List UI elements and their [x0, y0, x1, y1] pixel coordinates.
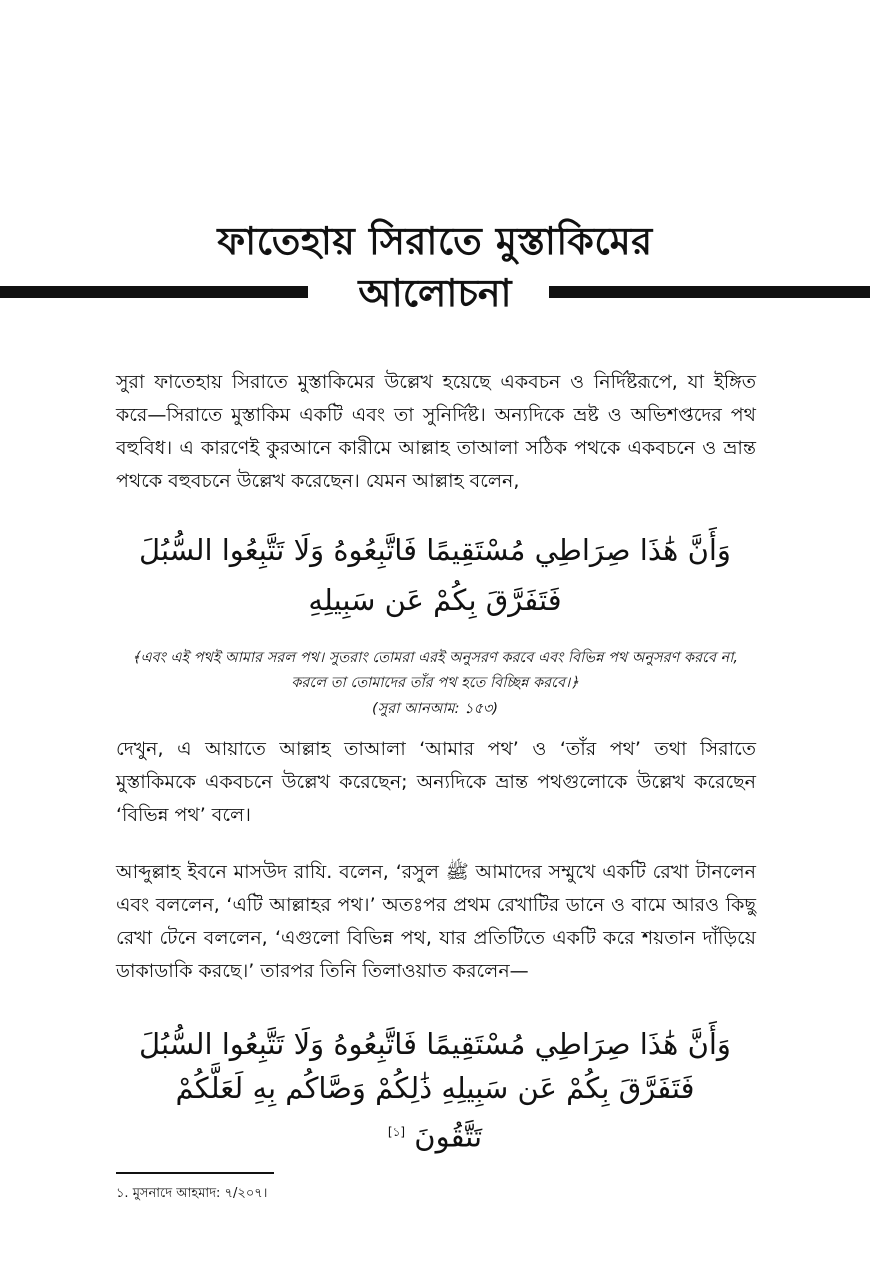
paragraph-explanation: দেখুন, এ আয়াতে আল্লাহ তাআলা ‘আমার পথ’ ও ‘তাঁর পথ’ তথা সিরাতে মুস্তাকিমকে একবচনে উল্লেখ করেছেন; অন্যদিকে ভ্রান্ত পথগুলোকে উল্লেখ করেছেন ‘বিভিন্ন পথ’ বলে।: [116, 738, 756, 826]
quran-verse-2: [110, 1022, 760, 1159]
verse-2-line-2: فَتَفَرَّقَ بِكُمْ عَن سَبِيلِهِ ذَٰلِكُمْ وَصَّاكُم بِهِ لَعَلَّكُمْ: [175, 1071, 695, 1105]
chapter-title-line2: আলোচনা: [358, 271, 512, 315]
verse-2-line-3: [110, 1110, 760, 1159]
footnote-text: ১. মুসনাদে আহমাদ: ৭/২০৭।: [116, 1186, 268, 1201]
quran-verse-1: [110, 525, 760, 625]
paragraph-intro: সুরা ফাতেহায় সিরাতে মুস্তাকিমের উল্লেখ হয়েছে একবচন ও নির্দিষ্টরূপে, যা ইঙ্গিত করে—সিরাতে মুস্তাকিম একটি এবং তা সুনির্দিষ্ট। অন্যদিকে ভ্রষ্ট ও অভিশপ্তদের পথ বহুবিধ। এ কারণেই কুরআনে কারীমে আল্লাহ তাআলা সঠিক পথকে একবচনে ও ভ্রান্ত পথকে বহুবচনে উল্লেখ করেছেন। যেমন আল্লাহ বলেন,: [116, 371, 756, 492]
footnote-divider: [116, 1172, 274, 1174]
chapter-title-line1: ফাতেহায় সিরাতে মুস্তাকিমের: [217, 219, 653, 263]
verse-1-line-2: فَتَفَرَّقَ بِكُمْ عَن سَبِيلِهِ: [308, 583, 562, 617]
footnote-marker[interactable]: [১]: [387, 1125, 406, 1139]
title-rule-left: [0, 286, 308, 298]
verse-2-line-3-text: تَتَّقُونَ: [414, 1119, 483, 1154]
verse-reference: (সুরা আনআম: ১৫৩): [372, 701, 498, 717]
verse-2-line-1: وَأَنَّ هَٰذَا صِرَاطِي مُسْتَقِيمًا فَاتَّبِعُوهُ وَلَا تَتَّبِعُوا السُّبُلَ: [139, 1027, 731, 1061]
paragraph-hadith: আব্দুল্লাহ ইবনে মাসউদ রাযি. বলেন, ‘রসুল ﷺ আমাদের সম্মুখে একটি রেখা টানলেন এবং বললেন, ‘এটি আল্লাহর পথ।’ অতঃপর প্রথম রেখাটির ডানে ও বামে আরও কিছু রেখা টেনে বললেন, ‘এগুলো বিভিন্ন পথ, যার প্রতিটিতে একটি করে শয়তান দাঁড়িয়ে ডাকাডাকি করছে।’ তারপর তিনি তিলাওয়াত করলেন—: [116, 861, 756, 982]
verse-1-line-1: وَأَنَّ هَٰذَا صِرَاطِي مُسْتَقِيمًا فَاتَّبِعُوهُ وَلَا تَتَّبِعُوا السُّبُلَ: [139, 533, 731, 567]
title-rule-right: [549, 286, 870, 298]
verse-translation: ﴾এবং এই পথই আমার সরল পথ। সুতরাং তোমরা এরই অনুসরণ করবে এবং বিভিন্ন পথ অনুসরণ করবে না, করলে তা তোমাদের তাঁর পথ হতে বিচ্ছিন্ন করবে।﴿: [131, 650, 739, 691]
